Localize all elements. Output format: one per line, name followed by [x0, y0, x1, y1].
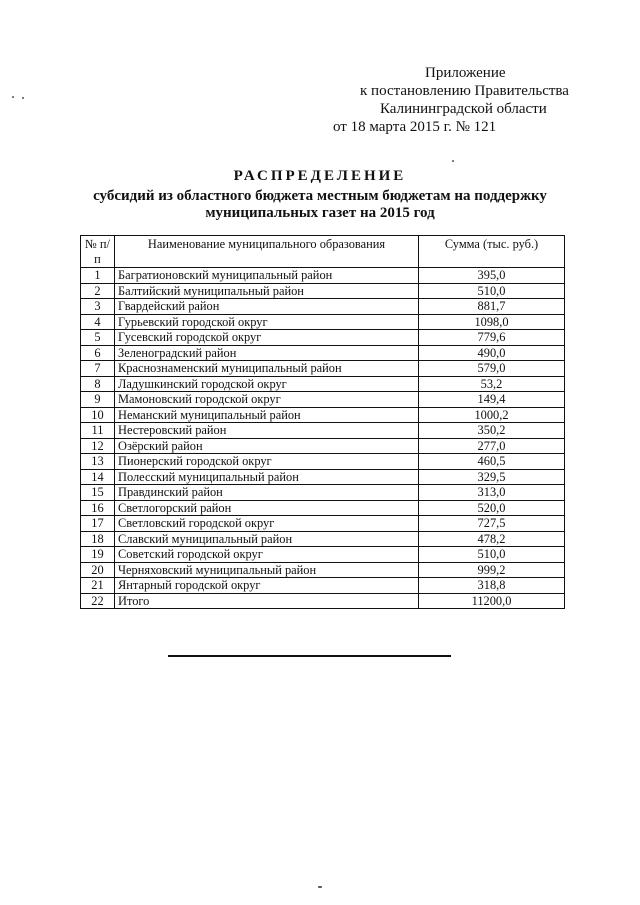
row-number: 20: [81, 562, 115, 578]
row-number: 9: [81, 392, 115, 408]
table-row: [81, 330, 565, 346]
municipality-name: Правдинский район: [115, 485, 419, 501]
table-row: [81, 469, 565, 485]
subsidy-amount: 881,7: [419, 299, 565, 315]
subsidy-amount: 350,2: [419, 423, 565, 439]
municipality-name: Черняховский муниципальный район: [115, 562, 419, 578]
municipality-name: Итого: [115, 593, 419, 609]
municipality-name: Зеленоградский район: [115, 345, 419, 361]
table-row: [81, 345, 565, 361]
municipality-name: Славский муниципальный район: [115, 531, 419, 547]
row-number: 4: [81, 314, 115, 330]
scan-speck: [318, 886, 322, 888]
subsidy-amount: 1000,2: [419, 407, 565, 423]
row-number: 1: [81, 268, 115, 284]
row-number: 5: [81, 330, 115, 346]
municipality-name: Гвардейский район: [115, 299, 419, 315]
row-number: 18: [81, 531, 115, 547]
table-row: [81, 578, 565, 594]
row-number: 10: [81, 407, 115, 423]
subsidy-amount: 999,2: [419, 562, 565, 578]
table-row: [81, 454, 565, 470]
subsidy-amount: 149,4: [419, 392, 565, 408]
region-name: Калининградской области: [380, 101, 547, 117]
row-number: 21: [81, 578, 115, 594]
scan-speck: [22, 97, 24, 99]
row-number: 14: [81, 469, 115, 485]
subsidy-amount: 579,0: [419, 361, 565, 377]
subsidy-amount: 329,5: [419, 469, 565, 485]
row-number: 6: [81, 345, 115, 361]
header-number: № п/п: [81, 236, 115, 268]
table-row: [81, 283, 565, 299]
municipality-name: Мамоновский городской округ: [115, 392, 419, 408]
subsidy-amount: 11200,0: [419, 593, 565, 609]
table-header-row: [81, 236, 565, 268]
municipality-name: Озёрский район: [115, 438, 419, 454]
resolution-reference: к постановлению Правительства: [360, 83, 569, 99]
scan-speck: [452, 160, 454, 162]
row-number: 15: [81, 485, 115, 501]
municipality-name: Неманский муниципальный район: [115, 407, 419, 423]
subsidy-amount: 520,0: [419, 500, 565, 516]
table-row: [81, 516, 565, 532]
table-row: [81, 485, 565, 501]
subsidy-amount: 277,0: [419, 438, 565, 454]
header-amount: Сумма (тыс. руб.): [419, 236, 565, 268]
subsidy-amount: 727,5: [419, 516, 565, 532]
municipality-name: Гурьевский городской округ: [115, 314, 419, 330]
row-number: 2: [81, 283, 115, 299]
signature-line: [168, 655, 451, 657]
resolution-date-number: от 18 марта 2015 г. № 121: [333, 119, 497, 135]
subsidy-amount: 53,2: [419, 376, 565, 392]
row-number: 3: [81, 299, 115, 315]
table-row: [81, 407, 565, 423]
subsidy-amount: 510,0: [419, 547, 565, 563]
municipality-name: Светловский городской округ: [115, 516, 419, 532]
subsidy-amount: 395,0: [419, 268, 565, 284]
table-row: [81, 562, 565, 578]
subsidy-amount: 460,5: [419, 454, 565, 470]
scan-speck: [12, 96, 14, 98]
table-row: [81, 314, 565, 330]
row-number: 13: [81, 454, 115, 470]
header-municipality: Наименование муниципального образования: [115, 236, 419, 268]
row-number: 12: [81, 438, 115, 454]
table-row: [81, 423, 565, 439]
subsidy-amount: 318,8: [419, 578, 565, 594]
subsidy-amount: 478,2: [419, 531, 565, 547]
subsidy-amount: 779,6: [419, 330, 565, 346]
municipality-name: Полесский муниципальный район: [115, 469, 419, 485]
row-number: 22: [81, 593, 115, 609]
subsidy-amount: 313,0: [419, 485, 565, 501]
row-number: 8: [81, 376, 115, 392]
row-number: 16: [81, 500, 115, 516]
municipality-name: Светлогорский район: [115, 500, 419, 516]
municipality-name: Багратионовский муниципальный район: [115, 268, 419, 284]
table-row: [81, 547, 565, 563]
document-subtitle-line1: субсидий из областного бюджета местным бюджетам на поддержку: [93, 188, 547, 204]
table-row: [81, 593, 565, 609]
table-row: [81, 268, 565, 284]
municipality-name: Пионерский городской округ: [115, 454, 419, 470]
municipality-name: Краснознаменский муниципальный район: [115, 361, 419, 377]
table-row: [81, 392, 565, 408]
row-number: 17: [81, 516, 115, 532]
table-row: [81, 531, 565, 547]
municipality-name: Балтийский муниципальный район: [115, 283, 419, 299]
municipality-name: Нестеровский район: [115, 423, 419, 439]
subsidy-amount: 1098,0: [419, 314, 565, 330]
row-number: 19: [81, 547, 115, 563]
document-title: РАСПРЕДЕЛЕНИЕ: [233, 168, 407, 184]
municipality-name: Гусевский городской округ: [115, 330, 419, 346]
table-row: [81, 299, 565, 315]
table-row: [81, 500, 565, 516]
municipality-name: Советский городской округ: [115, 547, 419, 563]
row-number: 7: [81, 361, 115, 377]
row-number: 11: [81, 423, 115, 439]
municipality-name: Ладушкинский городской округ: [115, 376, 419, 392]
municipality-name: Янтарный городской округ: [115, 578, 419, 594]
table-row: [81, 438, 565, 454]
subsidy-amount: 490,0: [419, 345, 565, 361]
appendix-label: Приложение: [425, 65, 506, 81]
subsidy-distribution-table: [80, 235, 565, 609]
table-row: [81, 376, 565, 392]
subsidy-amount: 510,0: [419, 283, 565, 299]
document-subtitle-line2: муниципальных газет на 2015 год: [205, 205, 435, 221]
table-row: [81, 361, 565, 377]
